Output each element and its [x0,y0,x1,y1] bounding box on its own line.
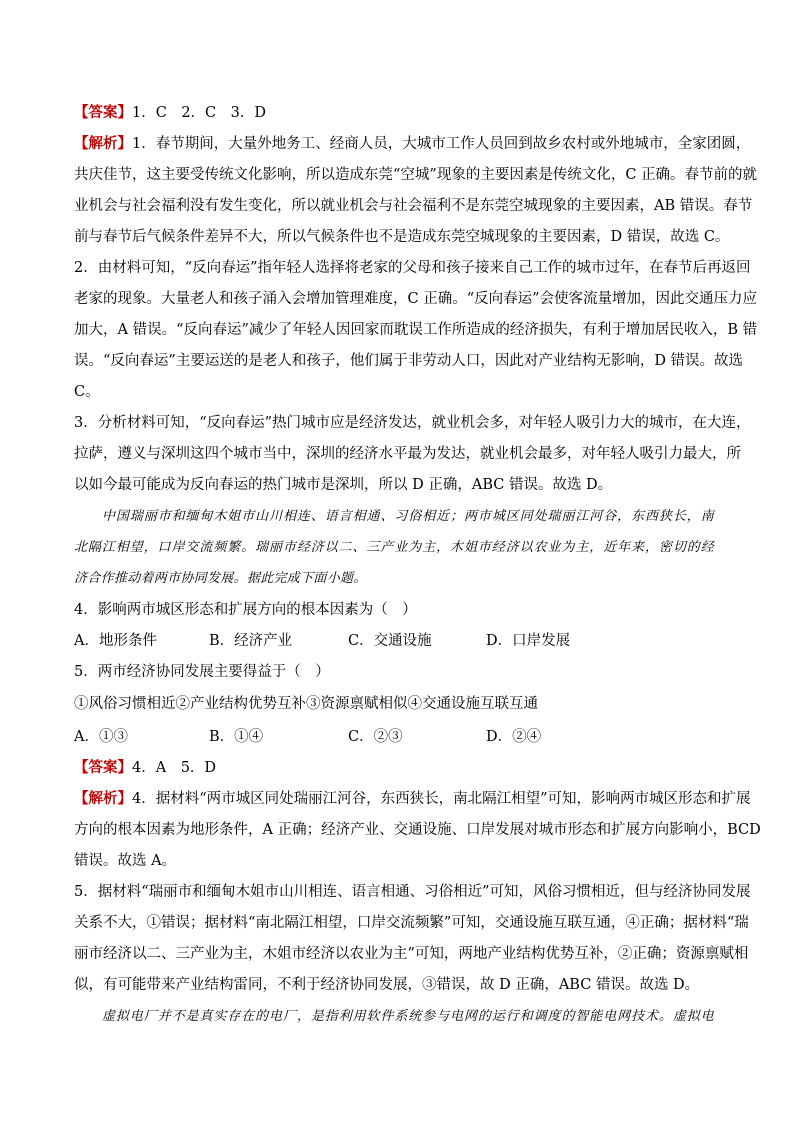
analysis-text: 1．春节期间，大量外地务工、经商人员，大城市工作人员回到故乡农村或外地城市，全家团圆， [132,136,751,152]
analysis-text: 4．据材料“两市城区同处瑞丽江河谷，东西狭长，南北隔江相望”可知，影响两市城区形态和扩展 [132,791,751,807]
material-line: 北隔江相望，口岸交流频繁。瑞丽市经济以二、三产业为主，木姐市经济以农业为主，近年来，密切的经 [74,540,714,555]
question-4-stem: 4．影响两市城区形态和扩展方向的根本因素为（ ） [74,602,417,618]
question-5-items: ①风俗习惯相近②产业结构优势互补③资源禀赋相似④交通设施互联互通 [74,696,538,712]
analysis-line: 加大，A 错误。“反向春运”减少了年轻人因回家而耽误工作所造成的经济损失，有利于增加居民收入，B 错 [74,322,758,338]
analysis-line: 似，有可能带来产业结构雷同，不利于经济协同发展，③错误，故 D 正确，ABC 错误。故选 D。 [74,977,700,993]
material-line: 虚拟电厂并不是真实存在的电厂，是指利用软件系统参与电网的运行和调度的智能电网技术。虚拟电 [102,1009,714,1024]
option-b: B．经济产业 [209,633,293,649]
analysis-line: 前与春节后气候条件差异不大，所以气候条件也不是造成东莞空城现象的主要因素，D 错误，故选 C。 [74,229,730,245]
option-b: B．①④ [209,729,264,745]
answer-tag: 【答案】 [74,104,132,121]
analysis-line: 2．由材料可知，“反向春运”指年轻人选择将老家的父母和孩子接来自己工作的城市过年，在春节后再返回 [74,260,751,276]
analysis-tag: 【解析】 [74,790,132,807]
analysis-line: C。 [74,384,100,400]
option-a: A．地形条件 [74,633,157,649]
answer-text: 4．A 5．D [132,760,217,776]
analysis-line [74,134,751,154]
analysis-line: 方向的根本因素为地形条件，A 正确；经济产业、交通设施、口岸发展对城市形态和扩展方向影响小，BCD [74,822,761,838]
option-d: D．②④ [486,729,542,745]
analysis-line: 3．分析材料可知，“反向春运”热门城市应是经济发达，就业机会多，对年轻人吸引力大的城市，在大连， [74,415,751,431]
analysis-line: 拉萨，遵义与深圳这四个城市当中，深圳的经济水平最为发达，就业机会最多，对年轻人吸引力最大，所 [74,446,741,462]
answer-tag: 【答案】 [74,759,132,776]
material-line: 济合作推动着两市协同发展。据此完成下面小题。 [74,571,367,586]
question-5-stem: 5．两市经济协同发展主要得益于（ ） [74,664,330,680]
option-d: D．口岸发展 [486,633,571,649]
answer-text: 1．C 2．C 3．D [132,105,266,121]
analysis-tag: 【解析】 [74,135,132,152]
analysis-line: 5．据材料“瑞丽市和缅甸木姐市山川相连、语言相通、习俗相近”可知，风俗习惯相近，但与经济协同发展 [74,884,751,900]
answer-line-1 [74,103,722,123]
option-a: A．①③ [74,729,128,745]
answer-line-2 [74,758,722,778]
material-line: 中国瑞丽市和缅甸木姐市山川相连、语言相通、习俗相近；两市城区同处瑞丽江河谷，东西狭长，南 [102,509,714,524]
analysis-line [74,789,751,809]
analysis-line: 共庆佳节，这主要受传统文化影响，所以造成东莞“空城”现象的主要因素是传统文化，C 正确。春节前的就 [74,167,758,183]
option-c: C．②③ [348,729,403,745]
analysis-line: 关系不大，①错误；据材料“南北隔江相望，口岸交流频繁”可知，交通设施互联互通，④正确；据材料“瑞 [74,915,749,931]
analysis-line: 丽市经济以二、三产业为主，木姐市经济以农业为主”可知，两地产业结构优势互补，②正确；资源禀赋相 [74,946,749,962]
analysis-line: 误。“反向春运”主要运送的是老人和孩子，他们属于非劳动人口，因此对产业结构无影响，D 错误。故选 [74,353,744,369]
analysis-line: 错误。故选 A。 [74,853,177,869]
analysis-line: 业机会与社会福利没有发生变化，所以就业机会与社会福利不是东莞空城现象的主要因素，AB 错误。春节 [74,198,753,214]
analysis-line: 以如今最可能成为反向春运的热门城市是深圳，所以 D 正确，ABC 错误。故选 D。 [74,477,613,493]
analysis-line: 老家的现象。大量老人和孩子涌入会增加管理难度，C 正确。“反向春运”会使客流量增加，因此交通压力应 [74,291,758,307]
option-c: C．交通设施 [348,633,432,649]
